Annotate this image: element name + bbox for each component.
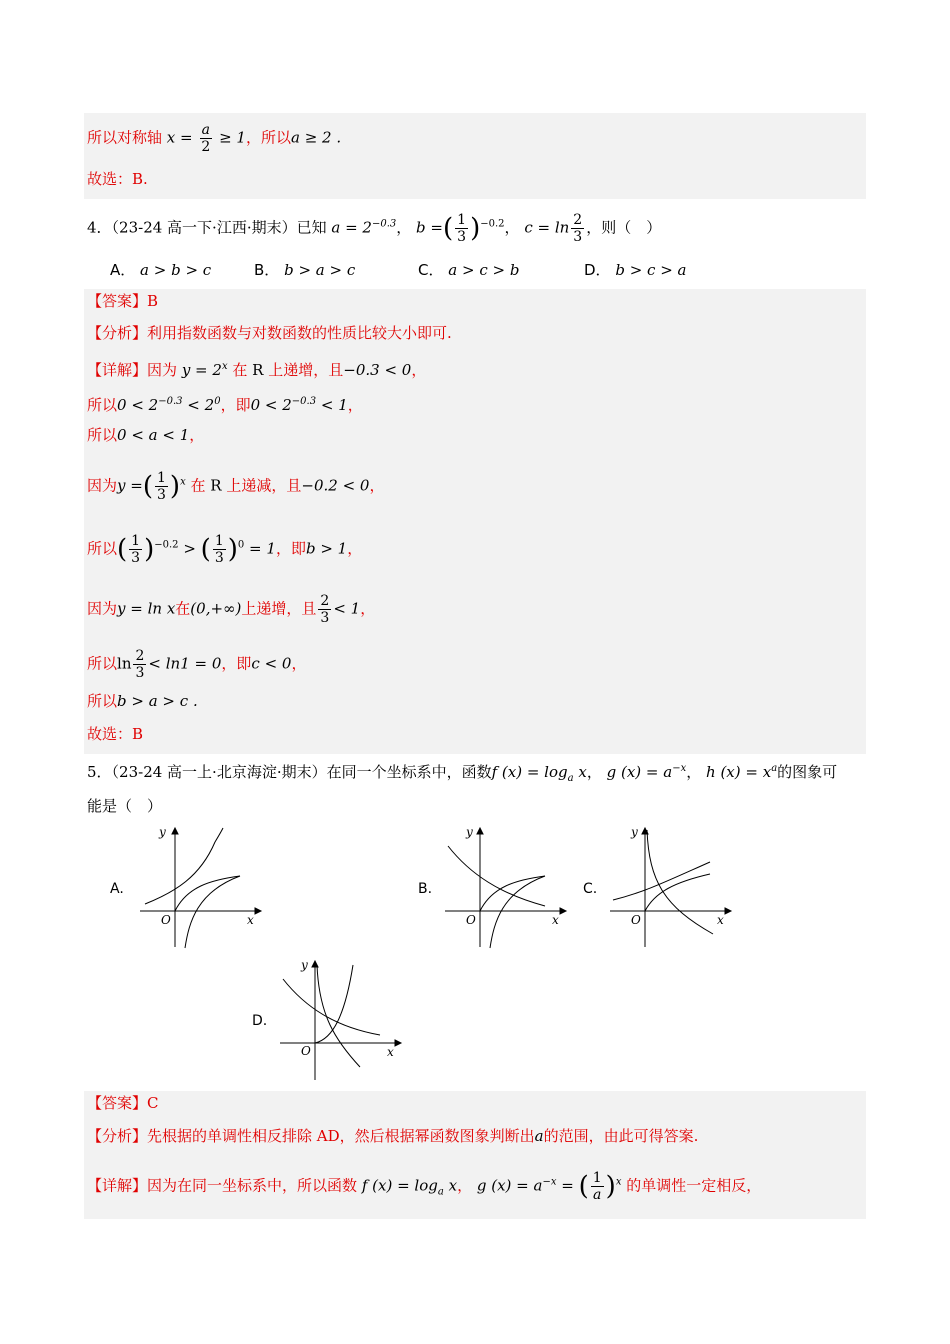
q4-detail-5: 所以( $\frac{1}{3}$ )$^{-0.2}$ > ( $\frac{1}{3}$ )$^0$ = 1，即b > 1， — [87, 533, 363, 566]
q5-graph-d-x: x — [387, 1045, 394, 1059]
q5-graph-d — [275, 955, 405, 1085]
q5-graph-c-y: y — [631, 825, 638, 839]
q4-detail-4: 因为y =( $\frac{1}{3}$ )$^x$ 在 R 上递减，且−0.2 < 0， — [87, 470, 385, 503]
q4-option-b: B． b > a > c — [254, 261, 356, 279]
q5-graph-d-y: y — [301, 958, 308, 972]
q5-option-c-label: C. — [583, 881, 598, 897]
q4-option-c: C． a > c > b — [418, 261, 520, 279]
q5-graph-c — [605, 822, 735, 952]
q4-detail-7: 所以ln $\frac{2}{3}$ < ln1 = 0，即c < 0， — [87, 648, 307, 681]
q4-answer: 【答案】B — [87, 292, 159, 310]
q4-analysis: 【分析】利用指数函数与对数函数的性质比较大小即可. — [87, 324, 452, 342]
q5-graph-c-o: O — [631, 913, 641, 927]
q5-graph-d-o: O — [301, 1044, 311, 1058]
q5-graph-b-x: x — [552, 913, 559, 927]
q5-stem-line2: 能是（ ） — [87, 797, 163, 815]
q4-detail-6: 因为y = ln x在(0,+∞)上递增，且 $\frac{2}{3}$ < 1， — [87, 593, 376, 626]
q5-option-d-label: D. — [252, 1013, 268, 1029]
q5-graph-b-y: y — [466, 825, 473, 839]
q5-graph-b — [440, 822, 570, 952]
q5-graph-a-y: y — [159, 825, 166, 839]
q4-stem: 4．（23-24 高一下·江西·期末）已知 $a = 2^{-0.3}$， b =( $\frac{1}{3}$ )$^{-0.2}$， c = ln $\frac{2}{3}$ ，则（ ） — [87, 212, 662, 245]
q5-stem: 5．（23-24 高一上·北京海淀·期末）在同一个坐标系中，函数f $(x) = \log_a x$， g $(x) = a^{-x}$， h $(x) = x^a$的图象可 — [87, 763, 838, 784]
q4-detail-8: 所以b > a > c . — [87, 692, 198, 710]
q3-choice-line: 故选：B. — [87, 170, 148, 188]
q5-analysis: 【分析】先根据的单调性相反排除 AD，然后根据幂函数图象判断出a的范围，由此可得答案. — [87, 1127, 699, 1145]
q4-option-d: D． b > c > a — [584, 261, 687, 279]
q3-axis-line: 所以对称轴 x = $\frac{a}{2}$ ≥ 1，所以a ≥ 2 . — [87, 122, 342, 155]
q4-detail-2: 所以$0 < 2^{-0.3} < 2^0$，即$0 < 2^{-0.3} < 1$， — [87, 396, 363, 414]
q5-detail: 【详解】因为在同一坐标系中，所以函数 f $(x) = \log_a x$， g $(x) = a^{-x}$ = ( $\frac{1}{a}$ )$^x$ 的单调性一定相反， — [87, 1170, 762, 1203]
q5-option-b-label: B. — [418, 881, 433, 897]
q4-detail-3: 所以0 < a < 1， — [87, 426, 205, 444]
q4-option-a: A． a > b > c — [110, 261, 212, 279]
q5-graph-c-x: x — [717, 913, 724, 927]
q5-graph-b-o: O — [466, 913, 476, 927]
q4-detail-1: 【详解】因为 $y = 2^x$ 在 R 上递增，且−0.3 < 0， — [87, 361, 427, 379]
q4-detail-9: 故选：B — [87, 725, 144, 743]
q5-graph-a-o: O — [161, 913, 171, 927]
q5-option-a-label: A. — [110, 881, 124, 897]
q5-graph-a-x: x — [247, 913, 254, 927]
q5-answer: 【答案】C — [87, 1094, 159, 1112]
q5-graph-a — [135, 822, 265, 952]
